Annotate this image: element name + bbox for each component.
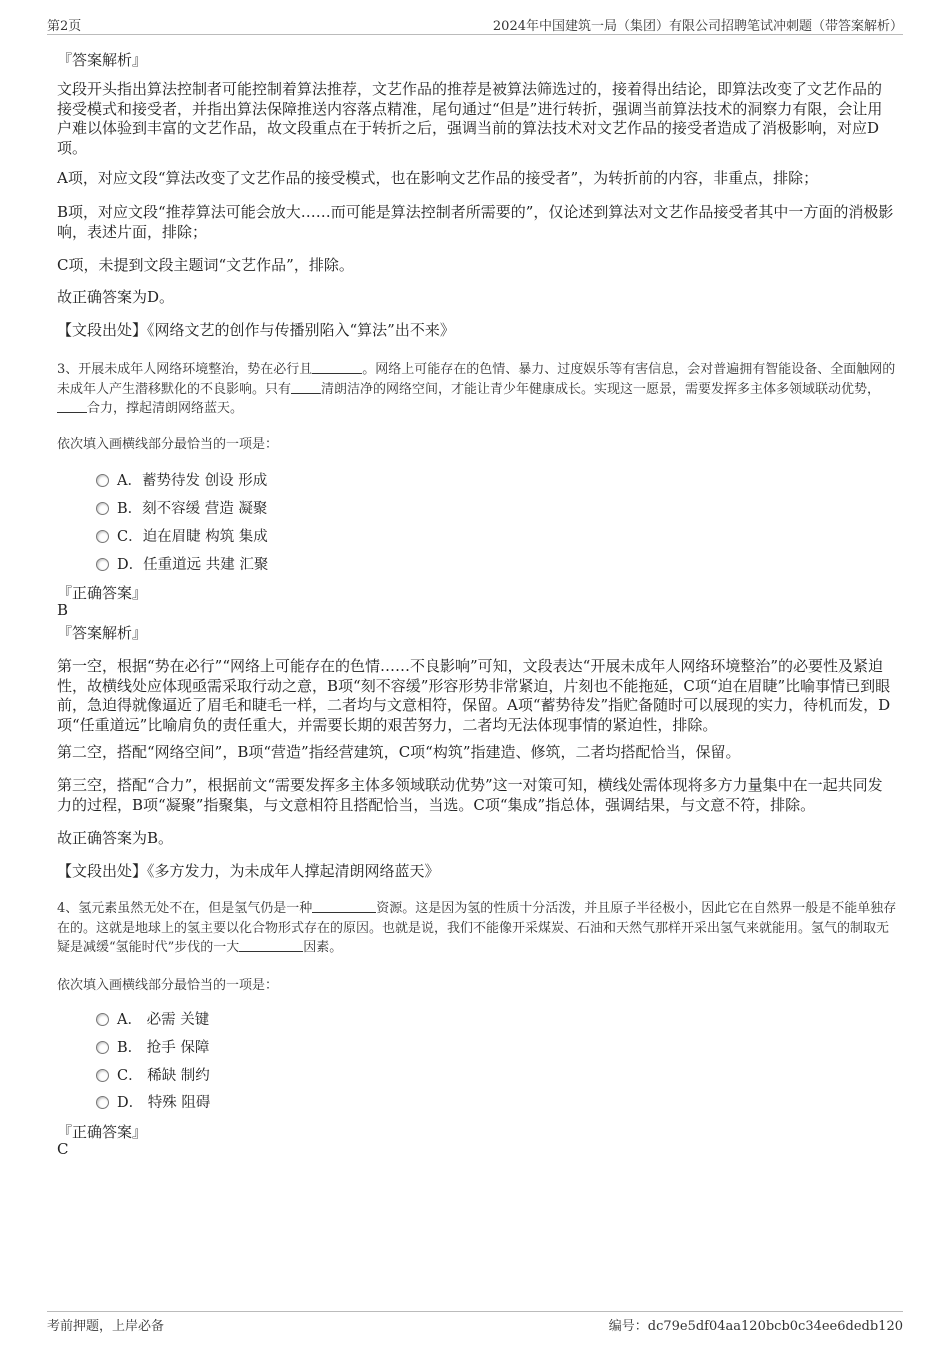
explain-paragraph: C项，未提到文段主题词“文艺作品”，排除。 [57,256,354,274]
question-stem: 3、开展未成年人网络环境整治，势在必行且 。网络上可能存在的色情、暴力、过度娱乐等有害信息，会对普遍拥有智能设备、全面触网的未成年人产生潜移默化的不良影响。只有 清朗洁净的网络空间，才能让青少年健康成长。实现这一愿景，需要发挥多主体多领域联动优势，合力，撑起清朗网络蓝天。 [57,362,896,417]
source-citation: 【文段出处】《多方发力，为未成年人撑起清朗网络蓝天》 [57,862,440,880]
source-citation: 【文段出处】《网络文艺的创作与传播别陷入“算法”出不来》 [57,321,455,339]
radio-icon[interactable] [96,1013,109,1026]
radio-icon[interactable] [96,530,109,543]
explain-paragraph: 故正确答案为D。 [57,288,175,306]
fill-blank [312,900,376,913]
radio-icon[interactable] [96,502,109,515]
answer-value: C [57,1140,69,1158]
explain-paragraph: 故正确答案为B。 [57,829,174,847]
explain-paragraph: 第三空，搭配“合力”，根据前文“需要发挥多主体多领域联动优势”这一对策可知，横线处需体现将多方力量集中在一起共同发力的过程，B项“凝聚”指聚集，与文意相符且搭配恰当，当选。C项“集成”指总体，强调结果，与文意不符，排除。 [57,776,883,814]
radio-icon[interactable] [96,1041,109,1054]
option-a[interactable]: A．蓄势待发 创设 形成 [96,469,267,490]
answer-label: 『正确答案』 [57,1123,148,1141]
explain-label: 『答案解析』 [57,51,148,69]
explain-label: 『答案解析』 [57,624,148,642]
explain-paragraph: B项，对应文段“推荐算法可能会放大……而可能是算法控制者所需要的”，仅论述到算法对文艺作品接受者其中一方面的消极影响，表述片面，排除； [57,203,894,241]
answer-value: B [57,601,69,619]
option-c[interactable]: C． 稀缺 制约 [96,1064,210,1085]
page-header [47,14,903,35]
radio-icon[interactable] [96,1096,109,1109]
radio-icon[interactable] [96,1069,109,1082]
option-d[interactable]: D．任重道远 共建 汇聚 [96,553,268,574]
radio-icon[interactable] [96,558,109,571]
option-d[interactable]: D． 特殊 阻碍 [96,1091,210,1112]
page-number: 第2页 [47,19,82,34]
option-b[interactable]: B．刻不容缓 营造 凝聚 [96,497,267,518]
page-footer [47,1311,903,1332]
document-title: 2024年中国建筑一局（集团）有限公司招聘笔试冲刺题（带答案解析） [492,19,903,34]
footer-slogan: 考前押题，上岸必备 [47,1319,165,1334]
explain-paragraph: 第二空，搭配“网络空间”，B项“营造”指经营建筑，C项“构筑”指建造、修筑，二者均搭配恰当，保留。 [57,743,741,761]
document-id: 编号：dc79e5df04aa120bcb0c34ee6dedb120 [608,1319,903,1334]
fill-blank [239,939,303,952]
answer-label: 『正确答案』 [57,584,148,602]
fill-blank [291,381,321,394]
explain-paragraph: 第一空，根据“势在必行”“网络上可能存在的色情……不良影响”可知，文段表达“开展未成年人网络环境整治”的必要性及紧迫性，故横线处应体现亟需采取行动之意，B项“刻不容缓”形容形势非常紧迫，片刻也不能拖延，C项“迫在眉睫”比喻事情已到眼前，急迫得就像逼近了眉毛和睫毛一样，二者均与文意相符，保留。A项“蓄势待发”指贮备随时可以展现的实力，待机而发，D项“任重道远”比喻肩负的责任重大，并需要长期的艰苦努力，二者均无法体现事情的紧迫性，排除。 [57,657,891,734]
question-prompt: 依次填入画横线部分最恰当的一项是： [57,437,279,452]
question-stem: 4、氢元素虽然无处不在，但是氢气仍是一种 资源。这是因为氢的性质十分活泼，并且原子半径极小，因此它在自然界一般是不能单独存在的。这就是地球上的氢主要以化合物形式存在的原因。也就是说，我们不能像开采煤炭、石油和天然气那样开采出氢气来就能用。氢气的制取无疑是减缓“氢能时代”步伐的一大 因素。 [57,901,897,956]
explain-paragraph: 文段开头指出算法控制者可能控制着算法推荐，文艺作品的推荐是被算法筛选过的，接着得出结论，即算法改变了文艺作品的接受模式和接受者，并指出算法保障推送内容落点精准，尾句通过“但是”进行转折，强调当前算法技术的洞察力有限，会让用户难以体验到丰富的文艺作品，故文段重点在于转折之后，强调当前的算法技术对文艺作品的接受者造成了消极影响，对应D项。 [57,80,883,157]
radio-icon[interactable] [96,474,109,487]
fill-blank [57,400,87,413]
fill-blank [312,361,362,374]
question-prompt: 依次填入画横线部分最恰当的一项是： [57,978,279,993]
option-a[interactable]: A． 必需 关键 [96,1008,209,1029]
explain-paragraph: A项，对应文段“算法改变了文艺作品的接受模式，也在影响文艺作品的接受者”，为转折前的内容，非重点，排除； [57,169,819,187]
option-c[interactable]: C．迫在眉睫 构筑 集成 [96,525,268,546]
option-b[interactable]: B． 抢手 保障 [96,1036,209,1057]
